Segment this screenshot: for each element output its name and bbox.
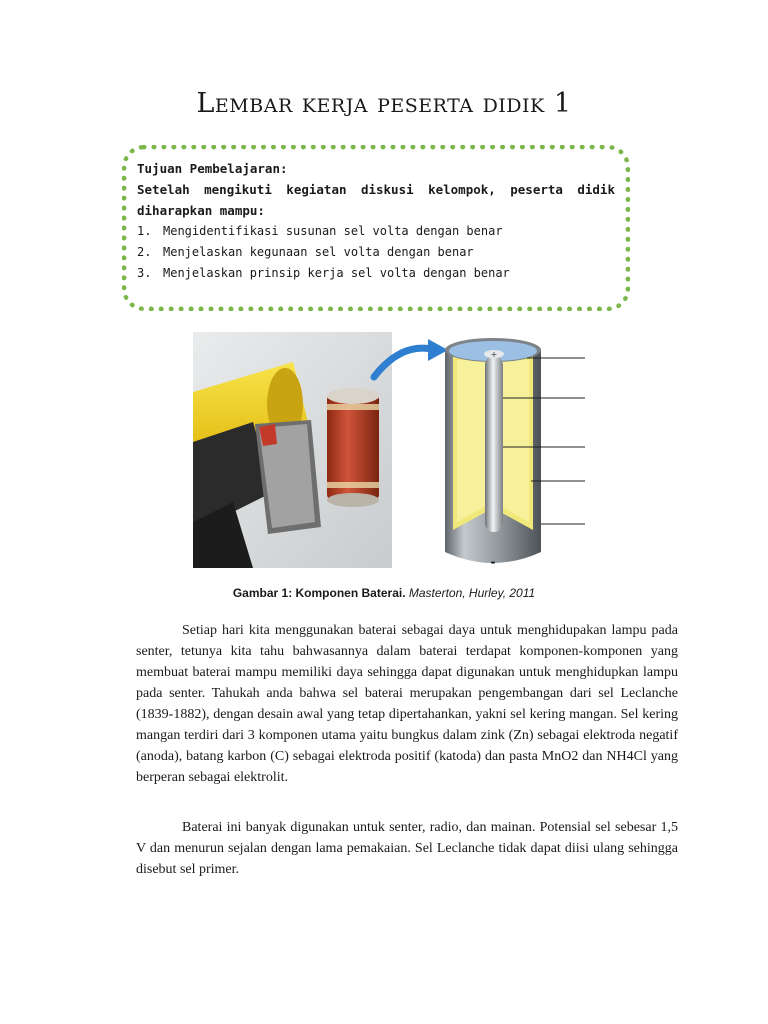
objective-text: Menjelaskan prinsip kerja sel volta dengan benar <box>163 266 510 280</box>
negative-terminal-label: - <box>490 555 496 569</box>
objectives-list <box>137 221 615 284</box>
objective-text: Menjelaskan kegunaan sel volta dengan benar <box>163 245 474 259</box>
objective-item <box>137 242 615 263</box>
figure-caption <box>0 586 768 600</box>
objective-number: 1. <box>137 224 152 238</box>
objective-number: 2. <box>137 245 152 259</box>
objectives-heading: Tujuan Pembelajaran: <box>137 161 288 176</box>
battery-photo <box>193 332 392 568</box>
body-paragraph: Baterai ini banyak digunakan untuk senter, radio, dan mainan. Potensial sel sebesar 1,5 V dan menurun sejalan dengan lama pemakaian. Sel Leclanche tidak dapat diisi ulang sehingga disebut sel primer. <box>136 820 678 877</box>
battery-cutaway-diagram <box>435 330 595 570</box>
objective-text: Mengidentifikasi susunan sel volta dengan benar <box>163 224 503 238</box>
objective-item <box>137 263 615 284</box>
body-paragraph: Setiap hari kita menggunakan baterai sebagai daya untuk menghidupakan lampu pada senter, tetunya kita tahu bahwasannya dalam baterai terdapat komponen-komponen yang membuat baterai mampu memiliki daya sehingga dapat digunakan untuk menghidupkan lampu pada senter. Tahukah anda bahwa sel baterai merupakan pengembangan dari sel Leclanche (1839-1882), dengan desain awal yang tetap dipertahankan, yakni sel kering mangan. Sel kering mangan terdiri dari 3 komponen utama yaitu bungkus dalam zink (Zn) sebagai elektroda negatif (anoda), batang karbon (C) sebagai elektroda positif (katoda) dan pasta MnO2 dan NH4Cl yang berperan sebagai elektrolit. <box>136 623 678 785</box>
page-title: Lembar kerja peserta didik 1 <box>196 88 572 119</box>
caption-title: Gambar 1: Komponen Baterai. <box>232 586 406 600</box>
objective-number: 3. <box>137 266 152 280</box>
objectives-intro: Setelah mengikuti kegiatan diskusi kelompok, peserta didik diharapkan mampu: <box>137 182 615 218</box>
objective-item <box>137 221 615 242</box>
learning-objectives-box <box>122 145 630 311</box>
caption-source: Masterton, Hurley, 2011 <box>408 586 536 600</box>
positive-terminal-label: + <box>490 350 498 359</box>
